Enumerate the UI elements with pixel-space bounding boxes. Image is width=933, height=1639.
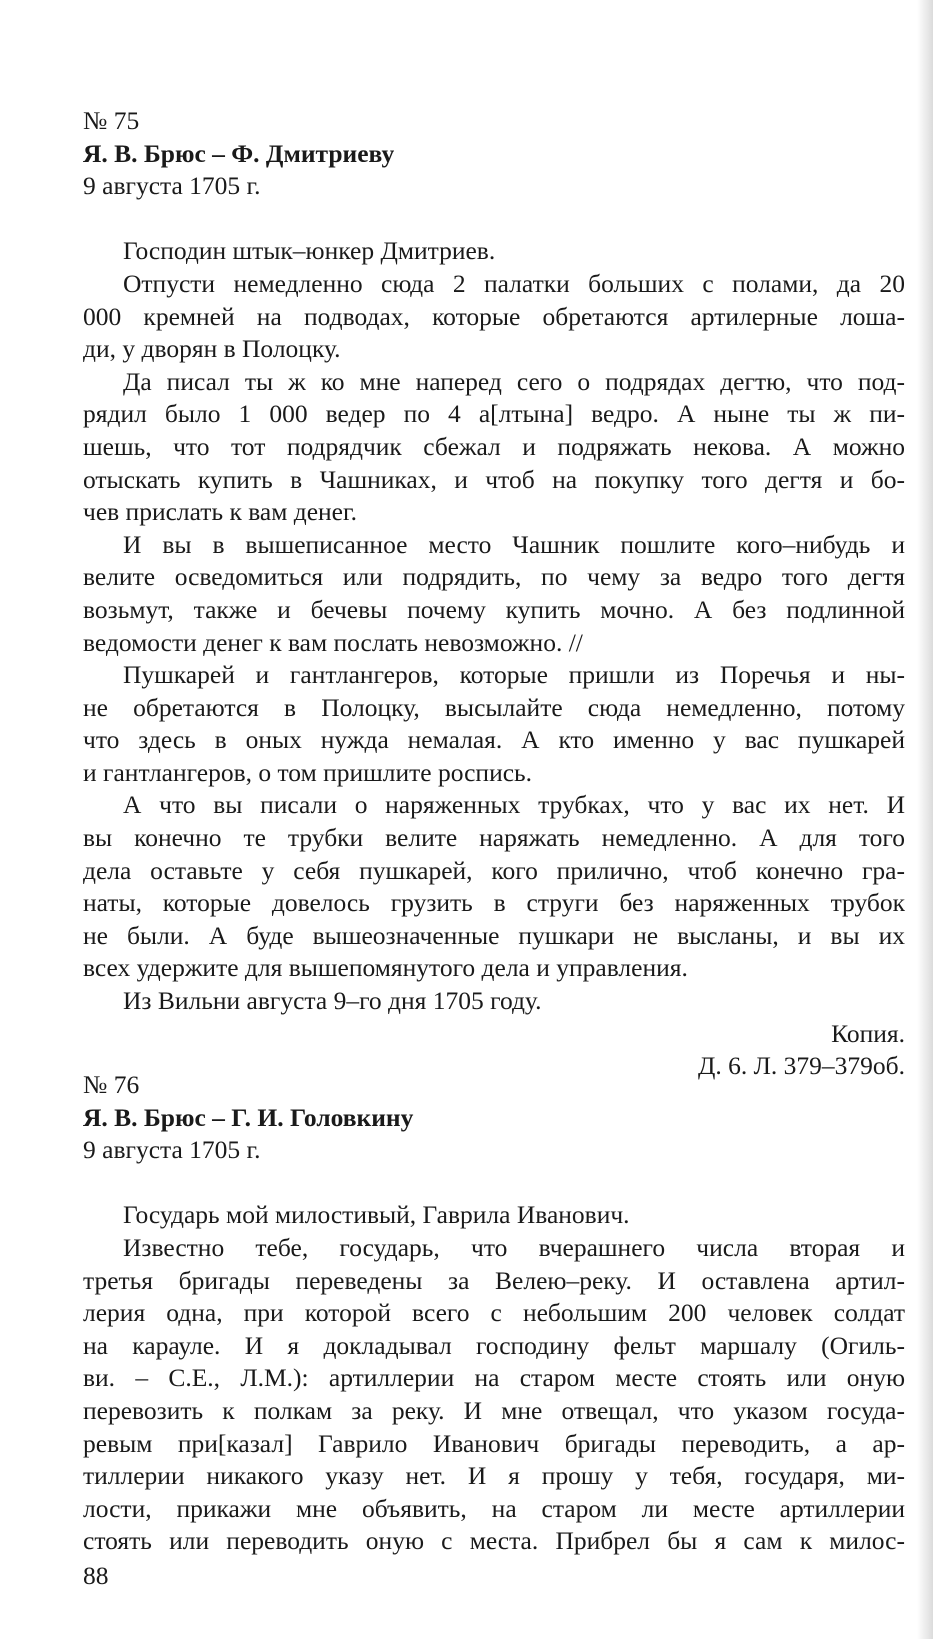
doc75-archive-ref: Д. 6. Л. 379–379об. [697, 1051, 905, 1081]
doc76-heading: Я. В. Брюс – Г. И. Головкину [83, 1102, 414, 1132]
doc75-line: рядил было 1 000 ведер по 4 а[лтына] ведро. А ныне ты ж пи- [83, 399, 905, 429]
doc75-line: ведомости денег к вам послать невозможно. // [83, 627, 583, 657]
doc75-copy-note: Копия. [831, 1018, 905, 1048]
doc76-line: третья бригады переведены за Велею–реку. И оставлена артил- [83, 1265, 905, 1295]
doc75-line: не обретаются в Полоцку, высылайте сюда немедленно, потому [83, 692, 905, 722]
doc75-line: и гантлангеров, о том пришлите роспись. [83, 757, 533, 787]
doc76-line: ви. – С.Е., Л.М.): артиллерии на старом месте стоять или оную [83, 1363, 905, 1393]
blank-line [83, 203, 905, 236]
doc75-line: Отпусти немедленно сюда 2 палатки больших с полами, да 20 [123, 268, 905, 298]
page-number: 88 [83, 1561, 109, 1590]
doc75-line: возьмут, также и бечевы почему купить мочно. А без подлинной [83, 594, 905, 624]
doc75-line: вы конечно те трубки велите наряжать немедленно. А для того [83, 823, 905, 853]
blank-line [83, 1167, 905, 1200]
doc76-line: стоять или переводить оную с места. Прибрел бы я сам к милос- [83, 1526, 905, 1556]
doc76-line: ревым при[казал] Гаврило Иванович бригады переводить, а ар- [83, 1428, 905, 1458]
doc75-line: 000 кремней на подводах, которые обретаются артилерные лоша- [83, 301, 905, 331]
document-76 [83, 1069, 905, 1558]
doc76-salutation: Государь мой милостивый, Гаврила Иванович. [123, 1200, 630, 1230]
doc75-line: И вы в вышеписанное место Чашник пошлите кого–нибудь и [123, 529, 905, 559]
doc75-line: всех удержите для вышепомянутого дела и управления. [83, 953, 688, 983]
doc76-line: перевозить к полкам за реку. И мне отвещал, что указом госуда- [83, 1395, 905, 1425]
doc75-line: наты, которые довелось грузить в струги без наряженных трубок [83, 888, 905, 918]
doc76-date: 9 августа 1705 г. [83, 1135, 261, 1165]
doc75-line: что здесь в оных нужда немалая. А кто именно у вас пушкарей [83, 725, 905, 755]
doc75-number: № 75 [83, 106, 140, 135]
doc75-line: велите осведомиться или подрядить, по чему за ведро того дегтя [83, 562, 905, 592]
doc75-line: ди, у дворян в Полоцку. [83, 334, 341, 364]
doc75-line: чев прислать к вам денег. [83, 497, 357, 527]
doc76-line: Известно тебе, государь, что вчерашнего числа вторая и [123, 1232, 905, 1262]
doc75-line: шешь, что тот подрядчик сбежал и подряжать некова. А можно [83, 431, 905, 461]
doc75-salutation: Господин штык–юнкер Дмитриев. [123, 236, 496, 266]
doc75-line: отыскать купить в Чашниках, и чтоб на покупку того дегтя и бо- [83, 464, 905, 494]
doc76-line: лости, прикажи мне объявить, на старом ли месте артиллерии [83, 1493, 905, 1523]
doc76-line: тиллерии никакого указу нет. И я прошу у тебя, государя, ми- [83, 1461, 905, 1491]
doc75-line: Из Вильни августа 9–го дня 1705 году. [123, 986, 542, 1016]
doc75-date: 9 августа 1705 г. [83, 171, 261, 201]
document-75 [83, 105, 905, 1083]
doc75-line: А что вы писали о наряженных трубках, что у вас их нет. И [123, 790, 905, 820]
doc76-line: лерия одна, при которой всего с небольшим 200 человек солдат [83, 1298, 905, 1328]
doc75-line: не были. А буде вышеозначенные пушкари не высланы, и вы их [83, 920, 905, 950]
doc75-heading: Я. В. Брюс – Ф. Дмитриеву [83, 138, 395, 168]
doc76-number: № 76 [83, 1070, 140, 1099]
doc75-line: Пушкарей и гантлангеров, которые пришли из Поречья и ны- [123, 660, 905, 690]
doc75-line: Да писал ты ж ко мне наперед сего о подрядах дегтю, что под- [123, 366, 905, 396]
doc76-line: на карауле. И я докладывал господину фельт маршалу (Огиль- [83, 1330, 905, 1360]
page-edge-shadow [917, 0, 933, 1639]
doc75-line: дела оставьте у себя пушкарей, кого прилично, чтоб конечно гра- [83, 855, 905, 885]
